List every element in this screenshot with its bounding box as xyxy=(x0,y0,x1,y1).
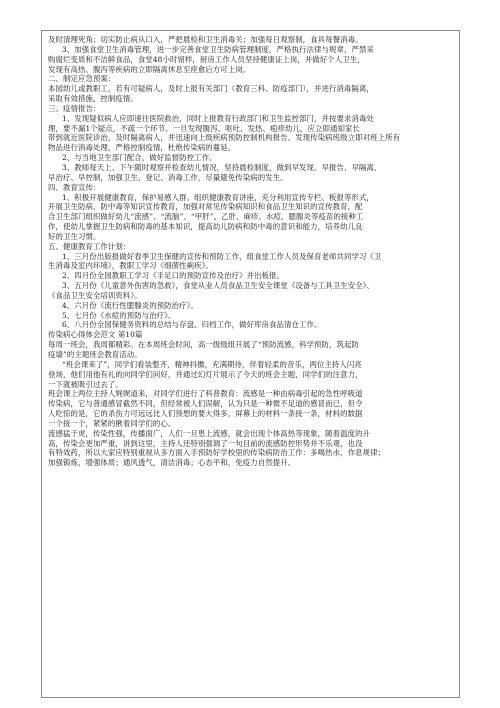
text-line: 发现有高热、腹泻等疾病的立即隔离休息至痊愈后方可上岗。 xyxy=(48,64,251,74)
text-line: 6、八月份全园保健务资料的总结与存盘、归档工作，做好库房食品清仓工作。 xyxy=(62,320,322,330)
text-line: 本园幼儿或教职工，若有可疑病人，及时上报有关部门（教育三科、防疫部门），并进行消毒隔离， xyxy=(48,84,374,94)
text-line: 合卫生部门组织做好幼儿“流感”、“流脑”、“甲肝”、乙肝、麻疹、水痘、腮腺炎等疫苗的接种工 xyxy=(48,212,364,222)
text-line: 3、教师每天上、下午随时观察并检查幼儿情况，坚持晨检制度，做到早发现、早报告、早隔离、 xyxy=(62,162,382,172)
text-line: 2、四月份全园教职工学习《手足口的预防宣传及治疗》并出板报。 xyxy=(62,271,285,281)
text-line: 《食品卫生安全培训资料》。 xyxy=(48,290,142,300)
text-line: 5、七月份《水痘的预防与治疗》。 xyxy=(62,310,176,320)
text-line: 3、加强食堂卫生消毒管理，进一步完善食堂卫生防病管理制度，严格执行法律与规章，严禁采 xyxy=(62,44,374,54)
text-line: 四、教育宣传： xyxy=(48,182,101,192)
text-line: 购腐烂变质和不洁鲜食品，食堂48小时留样，厨房工作人员坚持健康证上岗，并做好个人卫生， xyxy=(48,54,365,64)
text-line: 每周一班会，我周都精彩。在本周班会时间，高一级级组开展了“预防流感，科学预防，筑起防 xyxy=(48,340,359,350)
text-line: “班会课来了”，同学们看装整齐，精神抖擞，充满期待，伴着轻柔的音乐，两位主持人闪亮 xyxy=(62,359,362,369)
text-line: 加强锻炼，增强体质；通风透气，清洁消毒；心态平和，免疫力自然提升。 xyxy=(48,458,296,468)
text-line: 采取有效措施，控制疫情。 xyxy=(48,94,138,104)
text-line: 传染病心得体会范文 第10篇 xyxy=(48,330,143,340)
text-line: 理，要不漏1个疑点，不疏一个环节。一旦发现腹泻、呕吐、发热、疱疹幼儿，应立即通知家长 xyxy=(48,123,360,133)
text-line: 1、发现疑似病人应即速往医院救治，同时上报教育行政部门和卫生监控部门，并按要求消毒处 xyxy=(62,113,374,123)
text-line: 人吃惊的是，它的杀伤力可远远比人们预想的要大得多。屏幕上的材料一条接一条，材料的数据 xyxy=(48,409,363,419)
text-line: 二、制定应急预案： xyxy=(48,74,116,84)
text-line: 好的卫生习惯。 xyxy=(48,231,101,241)
text-line: 1、积极开展健康教育，保护易感人群。组织健康教育讲座，充分利用宣传专栏、板报等形式， xyxy=(62,192,374,202)
text-line: 开展卫生防病、防中毒等知识宣传教育，加强对常见传染病知识和食品卫生知识的宣传教育，配 xyxy=(48,202,363,212)
text-line: 高，传染会更加严重，讲到这里，主持人还特别强调了一句目前的流感防控形势并不乐观，也没 xyxy=(48,438,363,448)
text-line: 3、五月份《儿童意外伤害的急救》，食堂从业人员食品卫生安全课堂《设备与工具卫生安全》、 xyxy=(62,281,375,291)
text-line: 一个接一个，紧紧的揪着同学们的心。 xyxy=(48,418,176,428)
text-line: 班会课上两位主持人娓娓道来，对同学们进行了科普教育：流感是一种由病毒引起的急性呼吸道 xyxy=(48,389,363,399)
document-body xyxy=(48,35,454,468)
text-line: 传染病，它与普通感冒截然不同，但经常被人们误解，认为只是一种微不足道的感冒而已，但令 xyxy=(48,399,363,409)
text-line: 疫墙”的主题班会教育活动。 xyxy=(48,350,142,359)
text-line: 带到就近医院诊治，及时隔离病人，并迅速向上级疾病预防控制机构报告。发现传染病班级立即对班上所有 xyxy=(48,133,401,143)
text-line: 1、三月份出版报做好春季卫生保健的宣传和预防工作，组食堂工作人员及保育老师共同学习《卫 xyxy=(62,251,382,261)
text-line: 有特效药，所以大家应特别重视从多方面入手预防好学校里的传染病防治工作：多喝热水，作息规律； xyxy=(48,448,386,458)
text-line: 生消毒及室内环境》，教职工学习《细菌性痢疾》。 xyxy=(48,261,213,271)
text-line: 物品进行消毒处理，严格控制疫情，杜绝传染病的蔓延。 xyxy=(48,143,236,153)
text-line: 流感猛于虎，传染性强，传播面广，人们一旦患上流感，就会出现个体高热等现象，随着温度的升 xyxy=(48,428,371,438)
text-line: 登场，他们用他有礼的向同学们问好，并通过幻灯片展示了今天的班会主题，同学们的注意力， xyxy=(48,369,363,379)
text-line: 4、六月份《流行性腮腺炎的预防治疗》。 xyxy=(62,300,198,310)
text-line: 三、疫情报告： xyxy=(48,103,101,113)
text-line: 五、健康教育工作计划： xyxy=(48,241,131,251)
text-line: 一下就被吸引过去了。 xyxy=(48,379,123,389)
text-line: 2、与当地卫生部门配合，做好监督防控工作。 xyxy=(62,153,217,163)
text-line: 早治疗、早控制，加强卫生、登记、消毒工作，尽量避免传染病的发生。 xyxy=(48,172,288,182)
text-line: 作，使幼儿掌握卫生防病和防毒的基本知识，提高幼儿防病和防中毒的意识和能力，培养幼儿良 xyxy=(48,222,363,232)
text-line: 及时清理死角；切实防止病从口入，严把晨检和卫生消毒关；加强每日观察制，食具每餐消毒。 xyxy=(48,35,363,44)
